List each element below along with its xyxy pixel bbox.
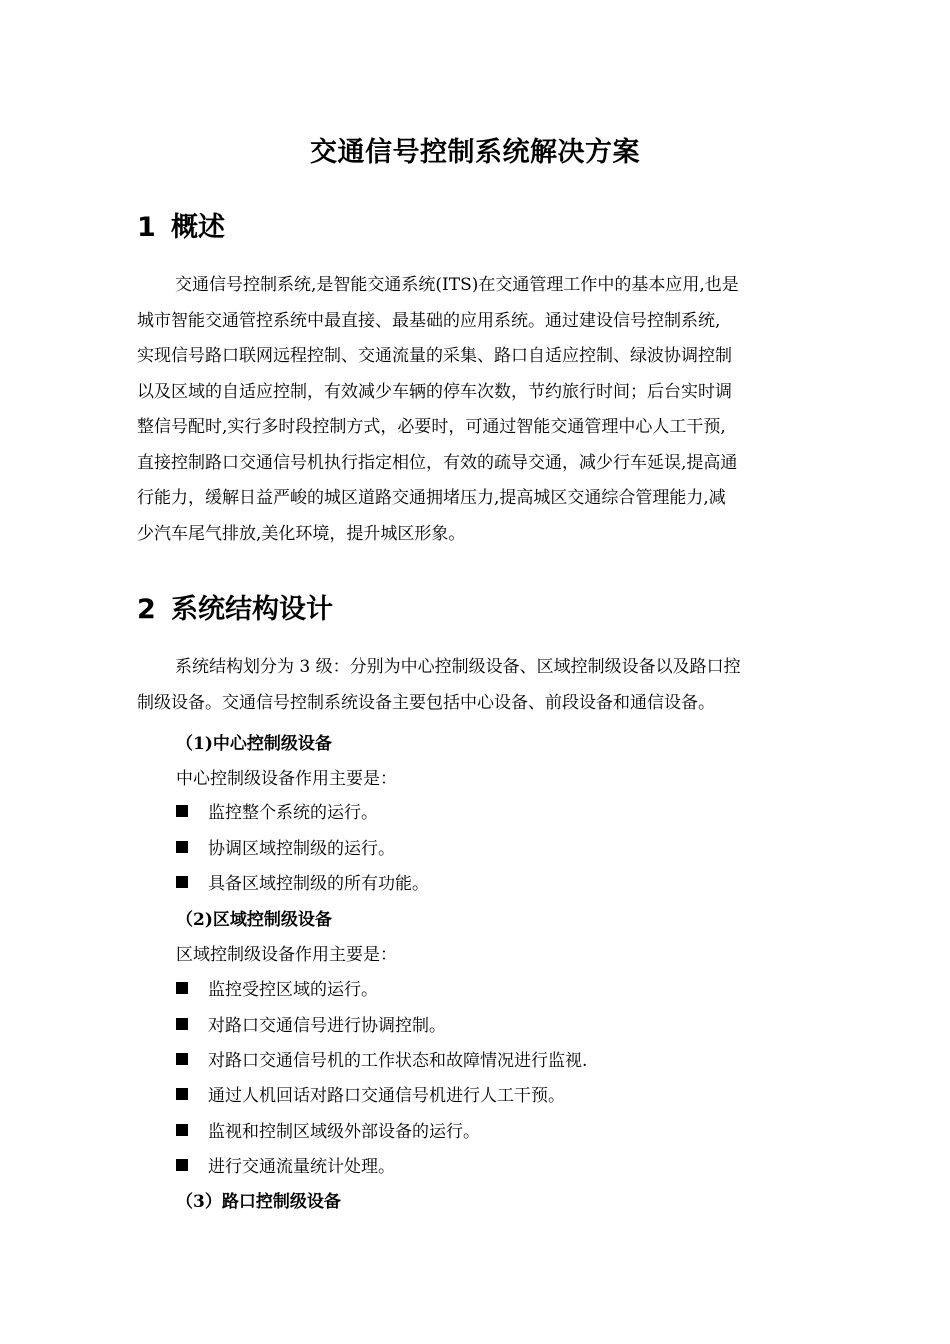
list-item: [176, 1152, 395, 1177]
subsection-1-intro: 中心控制级设备作用主要是：: [176, 769, 397, 789]
list-item-text: 进行交通流量统计处理。: [208, 1157, 395, 1177]
list-item: [176, 975, 378, 1000]
section-1-paragraph: [137, 268, 817, 552]
section-2-title: 系统结构设计: [171, 594, 333, 625]
list-item: [176, 869, 429, 894]
square-bullet-icon: [176, 982, 188, 994]
section-1-number: 1: [137, 212, 156, 243]
square-bullet-icon: [176, 841, 188, 853]
subsection-2-intro: 区域控制级设备作用主要是：: [176, 945, 397, 965]
square-bullet-icon: [176, 1159, 188, 1171]
list-item-text: 对路口交通信号进行协调控制。: [208, 1016, 446, 1036]
square-bullet-icon: [176, 876, 188, 888]
list-item-text: 协调区域控制级的运行。: [208, 839, 395, 859]
subsection-2-title: （2)区域控制级设备: [176, 910, 332, 930]
paragraph-line: 少汽车尾气排放,美化环境，提升城区形象。: [137, 523, 466, 544]
list-item: [176, 1046, 587, 1071]
list-item: [176, 1081, 565, 1106]
list-item-text: 通过人机回话对路口交通信号机进行人工干预。: [208, 1086, 565, 1106]
square-bullet-icon: [176, 1124, 188, 1136]
list-item: [176, 798, 378, 823]
square-bullet-icon: [176, 1018, 188, 1030]
square-bullet-icon: [176, 1053, 188, 1065]
paragraph-line: 以及区域的自适应控制，有效减少车辆的停车次数，节约旅行时间；后台实时调: [137, 381, 732, 402]
list-item: [176, 1011, 446, 1036]
list-item: [176, 1117, 480, 1142]
section-2-paragraph: [137, 650, 817, 721]
paragraph-line: 制级设备。交通信号控制系统设备主要包括中心设备、前段设备和通信设备。: [137, 692, 715, 713]
paragraph-line: 城市智能交通管控系统中最直接、最基础的应用系统。通过建设信号控制系统,: [137, 310, 721, 331]
paragraph-line: 系统结构划分为 3 级：分别为中心控制级设备、区域控制级设备以及路口控: [175, 657, 741, 677]
list-item-text: 监控受控区域的运行。: [208, 980, 378, 1000]
paragraph-line: 实现信号路口联网远程控制、交通流量的采集、路口自适应控制、绿波协调控制: [137, 346, 732, 366]
section-2-heading: [137, 587, 333, 626]
list-item-text: 监视和控制区域级外部设备的运行。: [208, 1122, 480, 1142]
list-item-text: 监控整个系统的运行。: [208, 803, 378, 823]
square-bullet-icon: [176, 1088, 188, 1100]
subsection-3-title: （3）路口控制级设备: [176, 1192, 341, 1212]
list-item-text: 对路口交通信号机的工作状态和故障情况进行监视.: [208, 1051, 588, 1071]
paragraph-line: 整信号配时,实行多时段控制方式，必要时，可通过智能交通管理中心人工干预,: [137, 417, 726, 437]
subsection-1-title: （1)中心控制级设备: [176, 734, 332, 754]
list-item-text: 具备区域控制级的所有功能。: [208, 874, 429, 894]
section-2-number: 2: [137, 594, 156, 625]
paragraph-line: 直接控制路口交通信号机执行指定相位，有效的疏导交通，减少行车延误,提高通: [137, 452, 738, 473]
section-1-title: 概述: [171, 212, 225, 243]
paragraph-line: 行能力，缓解日益严峻的城区道路交通拥堵压力,提高城区交通综合管理能力,减: [137, 488, 726, 508]
list-item: [176, 834, 395, 859]
section-1-heading: [137, 205, 225, 244]
square-bullet-icon: [176, 805, 188, 817]
page-title: 交通信号控制系统解决方案: [310, 137, 640, 168]
paragraph-line: 交通信号控制系统,是智能交通系统(ITS)在交通管理工作中的基本应用,也是: [175, 275, 739, 295]
